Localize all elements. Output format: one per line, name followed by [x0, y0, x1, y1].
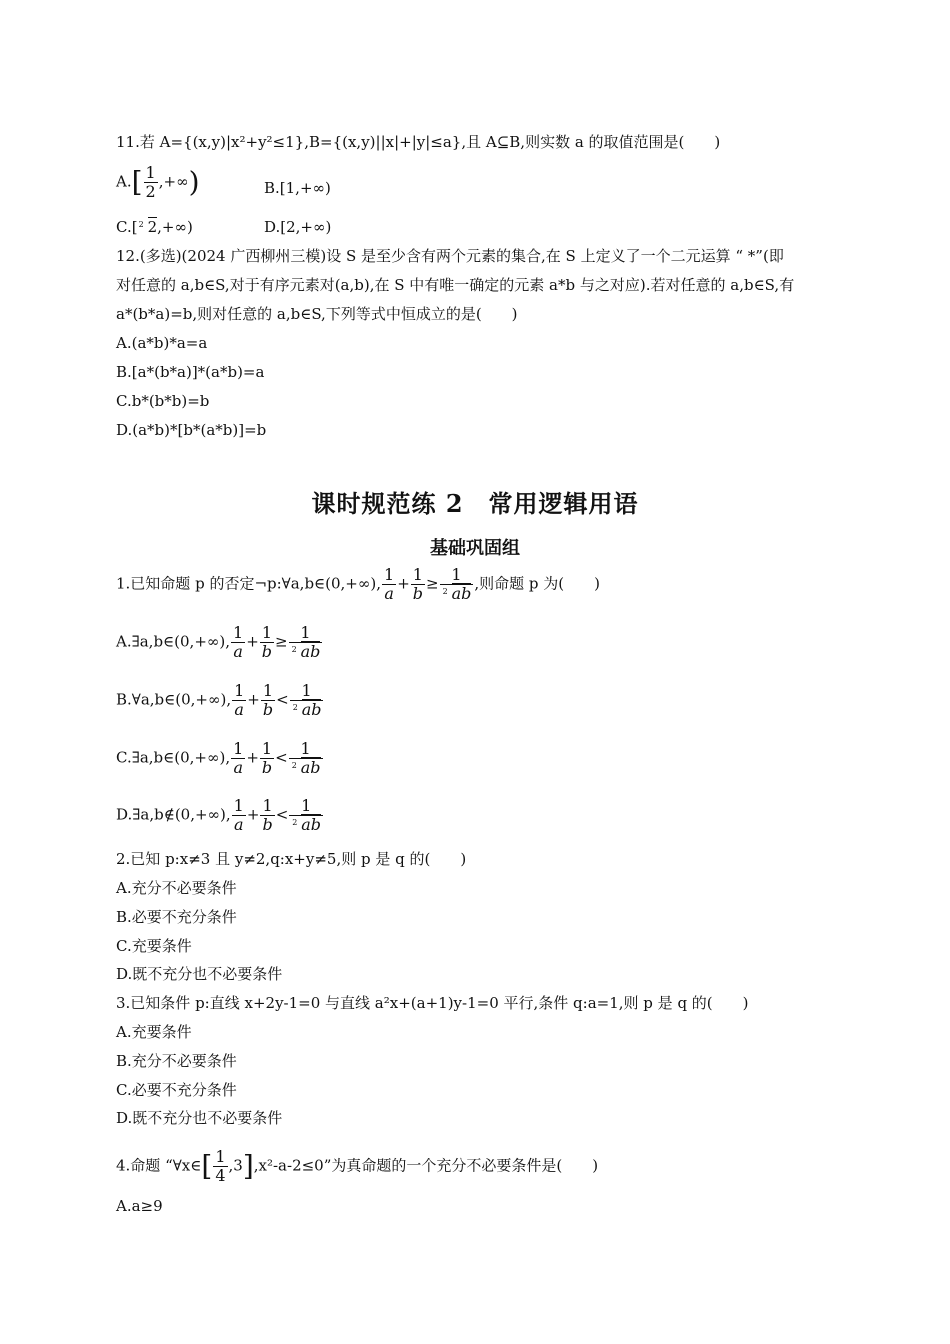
q12-stem-line3: a*(b*a)=b,则对任意的 a,b∈S,下列等式中恒成立的是( ) — [116, 305, 518, 323]
q11-option-a-fraction: $\frac{1}{2}$ — [145, 163, 156, 201]
s2-stem: 2.已知 p:x≠3 且 y≠2,q:x+y≠5,则 p 是 q 的( ) — [116, 850, 467, 868]
q11-option-a: A.[ $\frac{1}{2}$ ,+∞) — [116, 163, 200, 201]
q12-stem-line2: 对任意的 a,b∈S,对于有序元素对(a,b),在 S 中有唯一确定的元素 a*b 与之对应).若对任意的 a,b∈S,有 — [116, 276, 795, 294]
s3-option-d: D.既不充分也不必要条件 — [116, 1109, 283, 1127]
s2-option-a: A.充分不必要条件 — [116, 879, 237, 897]
s3-option-a: A.充要条件 — [116, 1023, 192, 1041]
section-title: 课时规范练 2 常用逻辑用语 — [311, 489, 639, 518]
s4-option-a: A.a≥9 — [116, 1197, 163, 1215]
q12-option-a: A.(a*b)*a=a — [116, 334, 208, 352]
s1-option-a: A.∃a,b∈(0,+∞), $\frac{1}{a}$ + $\frac{1}{b}$ ≥ 1 2 ab — [116, 623, 321, 661]
q12-stem-line1: 12.(多选)(2024 广西柳州三模)设 S 是至少含有两个元素的集合,在 S 上定义了一个二元运算 “ *”(即 — [116, 247, 784, 265]
q11-option-c-root: 2 2 — [138, 218, 158, 236]
s2-option-d: D.既不充分也不必要条件 — [116, 965, 283, 983]
q11-stem: 11.若 A={(x,y)|x²+y²≤1},B={(x,y)||x|+|y|≤a},且 A⊆B,则实数 a 的取值范围是( ) — [116, 133, 721, 151]
q11-option-a-label: A. — [116, 172, 132, 191]
section-subtitle: 基础巩固组 — [430, 538, 520, 559]
s2-option-b: B.必要不充分条件 — [116, 908, 237, 926]
s4-stem: 4.命题 “∀x∈[ $\frac{1}{4}$ ,3],x²-a-2≤0”为真命题的一个充分不必要条件是( ) — [116, 1147, 599, 1185]
q12-option-c: C.b*(b*b)=b — [116, 392, 210, 410]
q11-option-d: D.[2,+∞) — [264, 218, 332, 236]
s1-option-b: B.∀a,b∈(0,+∞), $\frac{1}{a}$ + $\frac{1}{b}$ < 1 2 ab — [116, 681, 322, 719]
s3-stem: 3.已知条件 p:直线 x+2y-1=0 与直线 a²x+(a+1)y-1=0 平行,条件 q:a=1,则 p 是 q 的( ) — [116, 994, 749, 1012]
q11-option-c: C.[ 2 2,+∞) — [116, 218, 193, 236]
s3-option-c: C.必要不充分条件 — [116, 1081, 237, 1099]
q11-option-a-tail: ,+∞ — [158, 172, 189, 191]
s1-option-d: D.∃a,b∉(0,+∞), $\frac{1}{a}$ + $\frac{1}{b}$ < 1 2 ab — [116, 796, 322, 834]
q12-option-b: B.[a*(b*a)]*(a*b)=a — [116, 363, 265, 381]
q12-option-d: D.(a*b)*[b*(a*b)]=b — [116, 421, 267, 439]
q11-option-b: B.[1,+∞) — [264, 179, 331, 197]
s2-option-c: C.充要条件 — [116, 937, 192, 955]
s1-stem: 1.已知命题 p 的否定¬p:∀a,b∈(0,+∞), $\frac{1}{a}$ + $\frac{1}{b}$ ≥ 1 2 ab ,则命题 p 为( ) — [116, 565, 600, 603]
s3-option-b: B.充分不必要条件 — [116, 1052, 237, 1070]
s1-option-c: C.∃a,b∈(0,+∞), $\frac{1}{a}$ + $\frac{1}{b}$ < 1 2 ab — [116, 739, 321, 777]
